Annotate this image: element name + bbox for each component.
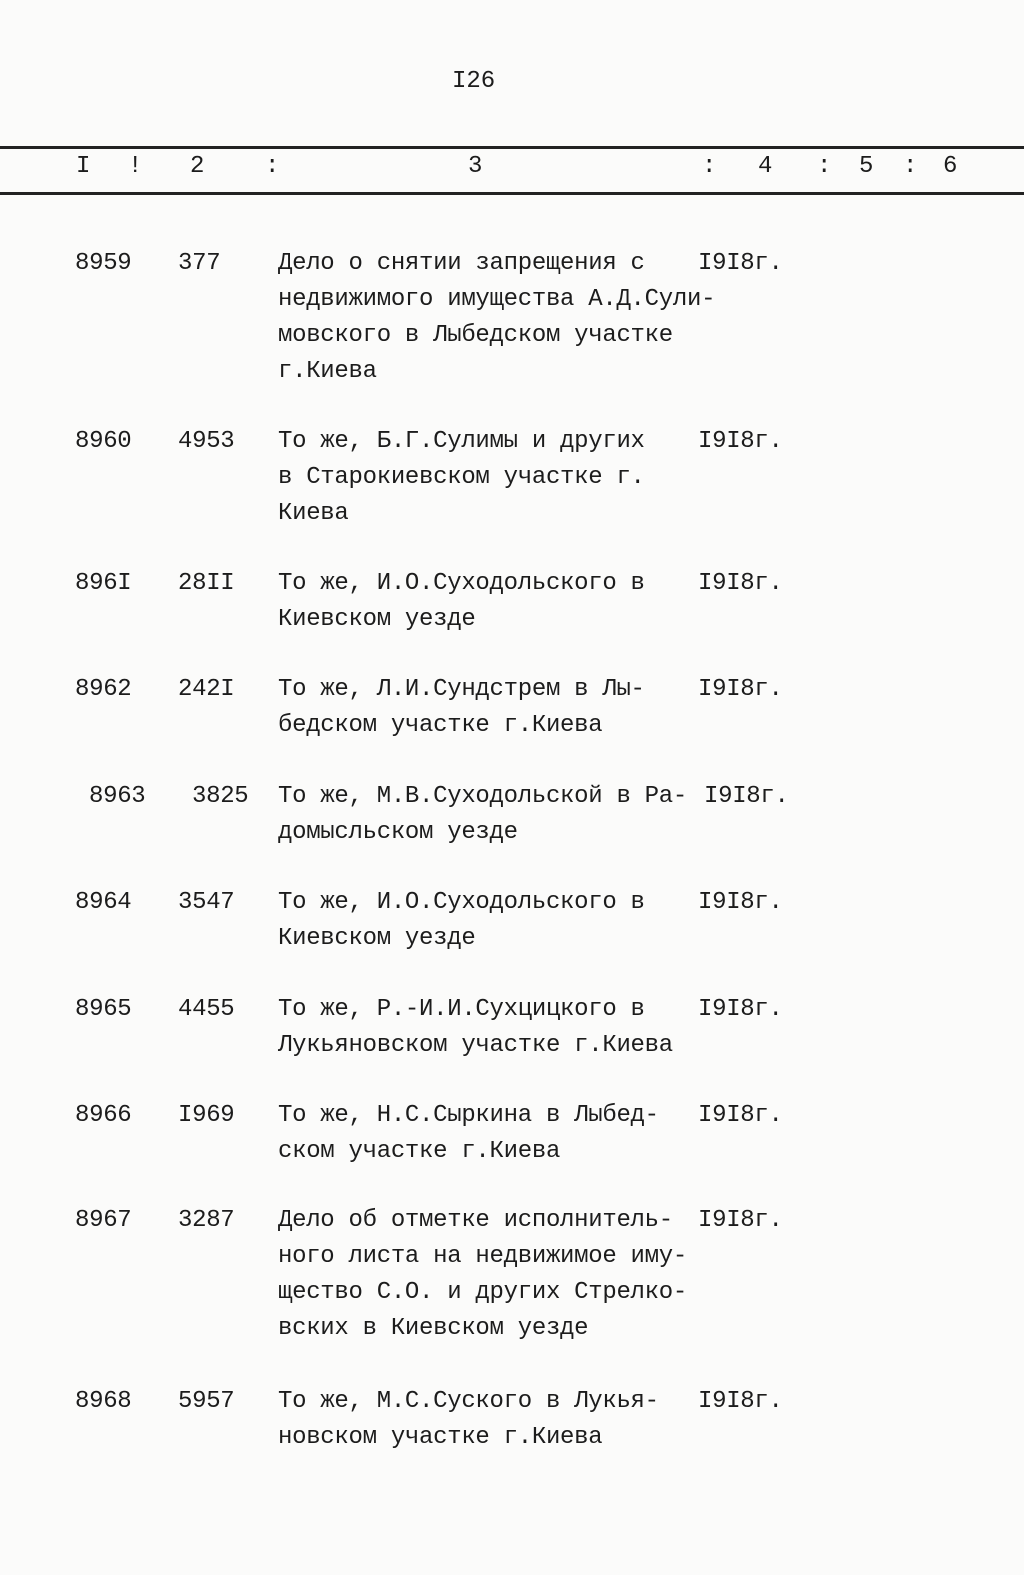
entry-number: 8967 — [75, 1207, 132, 1234]
description-line: недвижимого имущества А.Д.Сули- — [278, 286, 716, 313]
entry-year: I9I8г. — [698, 996, 783, 1023]
entry-year: I9I8г. — [698, 428, 783, 455]
entry-description — [278, 885, 645, 957]
entry-year: I9I8г. — [698, 570, 783, 597]
entry-year: I9I8г. — [704, 783, 789, 810]
header-bottom-rule — [0, 192, 1024, 195]
description-line: То же, Н.С.Сыркина в Лыбед- — [278, 1102, 659, 1129]
description-line: То же, Б.Г.Сулимы и других — [278, 428, 645, 455]
description-line: Киевском уезде — [278, 925, 476, 952]
description-line: То же, Л.И.Сундстрем в Лы- — [278, 676, 645, 703]
column-separator: : — [903, 153, 918, 180]
entry-description — [278, 566, 645, 638]
entry-description — [278, 246, 715, 390]
column-separator: : — [817, 153, 832, 180]
description-line: То же, И.О.Суходольского в — [278, 570, 645, 597]
column-separator: ! — [128, 153, 143, 180]
entry-code: 3547 — [178, 889, 235, 916]
description-line: Киева — [278, 500, 349, 527]
entry-description — [278, 424, 645, 532]
entry-number: 8963 — [89, 783, 146, 810]
entry-code: 4455 — [178, 996, 235, 1023]
description-line: щество С.О. и других Стрелко- — [278, 1279, 687, 1306]
description-line: То же, М.С.Суского в Лукья- — [278, 1388, 659, 1415]
column-header-4: 4 — [758, 153, 773, 180]
entry-number: 8965 — [75, 996, 132, 1023]
entry-code: 242I — [178, 676, 235, 703]
entry-code: 3287 — [178, 1207, 235, 1234]
description-line: новском участке г.Киева — [278, 1424, 603, 1451]
column-separator: : — [265, 153, 280, 180]
description-line: домысльском уезде — [278, 819, 518, 846]
description-line: То же, М.В.Суходольской в Ра- — [278, 783, 687, 810]
column-separator: : — [702, 153, 717, 180]
entry-description — [278, 779, 687, 851]
entry-code: 5957 — [178, 1388, 235, 1415]
entry-year: I9I8г. — [698, 1207, 783, 1234]
entry-number: 8959 — [75, 250, 132, 277]
column-header-3: 3 — [468, 153, 483, 180]
entry-description — [278, 1098, 659, 1170]
entry-description — [278, 992, 673, 1064]
entry-year: I9I8г. — [698, 1102, 783, 1129]
description-line: Киевском уезде — [278, 606, 476, 633]
entry-number: 8960 — [75, 428, 132, 455]
description-line: ного листа на недвижимое иму- — [278, 1243, 687, 1270]
entry-code: 4953 — [178, 428, 235, 455]
entry-code: 377 — [178, 250, 221, 277]
entry-code: 3825 — [192, 783, 249, 810]
entry-number: 896I — [75, 570, 132, 597]
entry-code: I969 — [178, 1102, 235, 1129]
header-top-rule — [0, 146, 1024, 149]
description-line: То же, И.О.Суходольского в — [278, 889, 645, 916]
column-header-1: I — [76, 153, 91, 180]
column-header-5: 5 — [859, 153, 874, 180]
entry-year: I9I8г. — [698, 676, 783, 703]
description-line: Дело о снятии запрещения с — [278, 250, 645, 277]
entry-number: 8966 — [75, 1102, 132, 1129]
description-line: ском участке г.Киева — [278, 1138, 561, 1165]
description-line: Лукьяновском участке г.Киева — [278, 1032, 673, 1059]
entry-number: 8962 — [75, 676, 132, 703]
entry-year: I9I8г. — [698, 1388, 783, 1415]
entry-number: 8964 — [75, 889, 132, 916]
column-header-2: 2 — [190, 153, 205, 180]
entry-description — [278, 1203, 687, 1347]
page-number: I26 — [452, 68, 496, 95]
entry-number: 8968 — [75, 1388, 132, 1415]
description-line: бедском участке г.Киева — [278, 712, 603, 739]
description-line: мовского в Лыбедском участке — [278, 322, 673, 349]
description-line: в Старокиевском участке г. — [278, 464, 645, 491]
entry-description — [278, 1384, 659, 1456]
description-line: То же, Р.-И.И.Сухцицкого в — [278, 996, 645, 1023]
description-line: Дело об отметке исполнитель- — [278, 1207, 673, 1234]
entry-code: 28II — [178, 570, 235, 597]
description-line: г.Киева — [278, 358, 377, 385]
entry-year: I9I8г. — [698, 889, 783, 916]
entry-year: I9I8г. — [698, 250, 783, 277]
column-header-6: 6 — [943, 153, 958, 180]
entry-description — [278, 672, 645, 744]
description-line: вских в Киевском уезде — [278, 1315, 589, 1342]
